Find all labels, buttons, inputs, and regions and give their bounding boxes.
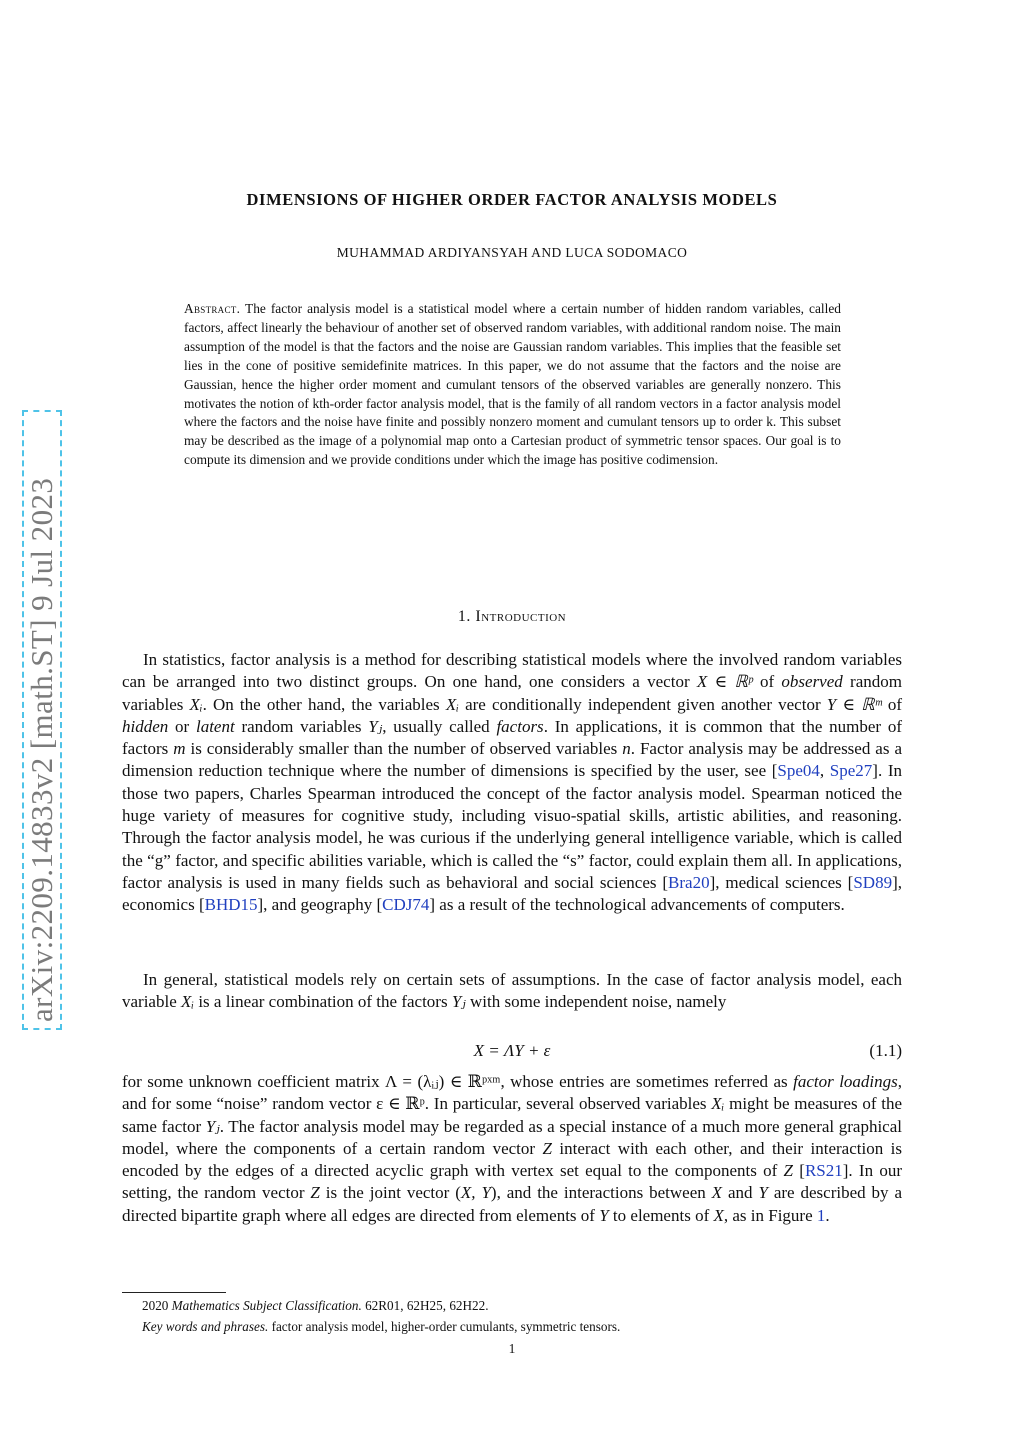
arxiv-stamp: arXiv:2209.14833v2 [math.ST] 9 Jul 2023	[22, 410, 62, 1030]
math-run: Xᵢ	[189, 694, 203, 714]
citation-link[interactable]: BHD15	[204, 895, 258, 915]
text-run: ] as a result of the technological advancements of computers.	[429, 895, 845, 915]
math-run: X, Y	[460, 1183, 491, 1203]
text-run: , usually called	[382, 716, 497, 736]
text-run: to elements of	[608, 1205, 714, 1225]
emphasis-run: factor loadings	[793, 1072, 898, 1091]
footnote-rule	[122, 1292, 226, 1293]
text-run: and	[722, 1183, 759, 1203]
text-run: ]. In our setting, the random vector	[122, 1161, 903, 1203]
keywords-text: factor analysis model, higher-order cumulants, symmetric tensors.	[271, 1319, 621, 1334]
math-run: X	[711, 1183, 723, 1203]
emphasis-run: factors	[496, 716, 544, 736]
citation-link[interactable]: Bra20	[668, 872, 710, 892]
citation-link[interactable]: RS21	[804, 1161, 843, 1181]
figure-link[interactable]: 1	[816, 1205, 826, 1225]
text-run: ]. In those two papers, Charles Spearman introduced the concept of the factor analysis model. Spearman noticed the huge variety of measures for cognitive study, including visuo-spatial skills, artistic abilities, and reasoning. Through the factor analysis model, he was curious if the underlying general intelligence variable, which is called the “g” factor, and specific abilities variable, which is called the “s” factor, could explain them all. In applications, factor analysis is used in many fields such as behavioral and social sciences [	[122, 761, 902, 892]
math-run: m	[173, 739, 186, 759]
section-heading	[0, 608, 1024, 626]
intro-paragraph-3	[122, 1071, 902, 1227]
text-run: are conditionally independent given another vector	[458, 694, 827, 714]
text-run: is the joint vector (	[319, 1183, 461, 1203]
text-run: . Factor analysis may be addressed as a dimension reduction technique where the number of dimensions is specified by the user, see [	[122, 739, 902, 781]
citation-link[interactable]: CDJ74	[382, 895, 430, 915]
text-run: In statistics, factor analysis is a method for describing statistical models where the involved random variables can be arranged into two distinct groups. On one hand, one considers a vector	[122, 650, 902, 692]
math-run: Z	[783, 1161, 794, 1181]
text-run: ), and the interactions between	[490, 1183, 712, 1203]
math-run: Xᵢ	[181, 992, 195, 1012]
text-run: . The factor analysis model may be regarded as a special instance of a much more general graphical model, where the components of a certain random vector	[122, 1116, 902, 1158]
math-run: X ∈ ℝᵖ	[696, 672, 753, 692]
text-run: is considerably smaller than the number of observed variables	[185, 739, 623, 759]
citation-link[interactable]: SD89	[853, 872, 893, 892]
math-run: Y ∈ ℝᵐ	[826, 694, 882, 714]
abstract	[184, 300, 841, 470]
math-run: Xᵢ	[445, 694, 459, 714]
text-run: of	[881, 694, 903, 714]
text-run: , as in Figure	[723, 1205, 817, 1225]
msc-label: Mathematics Subject Classification.	[171, 1298, 362, 1313]
emphasis-run: hidden	[122, 716, 169, 736]
math-run: X	[713, 1205, 724, 1225]
text-run: interact with each other, and their interaction is encoded by the edges of a directed acyclic graph with vertex set equal to the components of	[122, 1138, 902, 1181]
math-run: n	[622, 739, 631, 759]
paper-authors: MUHAMMAD ARDIYANSYAH AND LUCA SODOMACO	[336, 245, 688, 260]
text-run: In general, statistical models rely on certain sets of assumptions. In the case of factor analysis model, each variable	[122, 970, 902, 1012]
text-run: . On the other hand, the variables	[202, 694, 446, 714]
citation-link[interactable]: Spe27	[829, 761, 873, 781]
text-run: ,	[819, 761, 830, 781]
equation-formula: X = ΛY + ε	[473, 1041, 551, 1060]
abstract-label: Abstract.	[184, 301, 241, 316]
text-run: for some unknown coefficient matrix Λ = (λᵢⱼ) ∈ ℝᵖˣᵐ, whose entries are sometimes referred as	[122, 1072, 794, 1091]
section-title: Introduction	[475, 608, 567, 625]
math-run: Yⱼ	[368, 716, 383, 736]
section-number: 1.	[457, 608, 471, 625]
text-run: [	[793, 1161, 805, 1181]
text-run: random variables	[122, 672, 902, 714]
abstract-text: The factor analysis model is a statistical model where a certain number of hidden random variables, called factors, affect linearly the behaviour of another set of observed random variables, with additional random noise. The main assumption of the model is that the factors and the noise are Gaussian random variables. This implies that the feasible set lies in the cone of positive semidefinite matrices. In this paper, we do not assume that the factors and the noise are Gaussian, hence the higher order moment and cumulant tensors of the observed variables are generally nonzero. This motivates the notion of kth-order factor analysis model, that is the family of all random vectors in a factor analysis model where the factors and the noise have finite and possibly nonzero moment and cumulant tensors up to order k. This subset may be described as the image of a polynomial map onto a Cartesian product of symmetric tensor spaces. Our goal is to compute its dimension and we provide conditions under which the image has positive codimension.	[184, 301, 842, 468]
math-run: Y	[599, 1205, 609, 1225]
keywords-label: Key words and phrases.	[142, 1319, 269, 1334]
text-run: , and for some “noise” random vector ε ∈ ℝᵖ. In particular, several observed variables	[122, 1072, 903, 1114]
msc-year: 2020	[142, 1298, 169, 1313]
text-run: is a linear combination of the factors	[194, 992, 452, 1012]
text-run: . In applications, it is common that the number of factors	[122, 716, 902, 759]
page-number: 1	[508, 1341, 516, 1356]
citation-link[interactable]: Spe04	[777, 761, 820, 781]
text-run: .	[825, 1205, 830, 1225]
text-run: ], and geography [	[257, 895, 383, 915]
intro-paragraph-2	[122, 969, 902, 1014]
equation-number: (1.1)	[869, 1041, 902, 1060]
msc-codes: 62R01, 62H25, 62H22.	[365, 1298, 489, 1313]
text-run: random variables	[234, 716, 369, 736]
math-run: Z	[542, 1138, 552, 1158]
math-run: Yⱼ	[451, 992, 466, 1012]
footnote-keywords	[142, 1319, 620, 1335]
footnote-msc	[142, 1298, 489, 1314]
emphasis-run: observed	[781, 672, 843, 692]
text-run: ], medical sciences [	[709, 872, 854, 892]
emphasis-run: latent	[195, 716, 235, 736]
text-run: ], economics [	[122, 872, 902, 915]
paper-title: DIMENSIONS OF HIGHER ORDER FACTOR ANALYSIS MODELS	[246, 190, 778, 209]
text-run: with some independent noise, namely	[465, 992, 727, 1012]
math-run: Yⱼ	[205, 1116, 220, 1136]
text-run: might be measures of the same factor	[122, 1094, 902, 1136]
text-run: are described by a directed bipartite graph where all edges are directed from elements of	[122, 1183, 903, 1225]
math-run: Xᵢ	[711, 1094, 725, 1114]
intro-paragraph-1	[122, 649, 902, 917]
text-run: of	[752, 672, 782, 692]
math-run: Z	[310, 1183, 320, 1203]
math-run: Y	[758, 1183, 768, 1203]
text-run: or	[168, 716, 196, 736]
